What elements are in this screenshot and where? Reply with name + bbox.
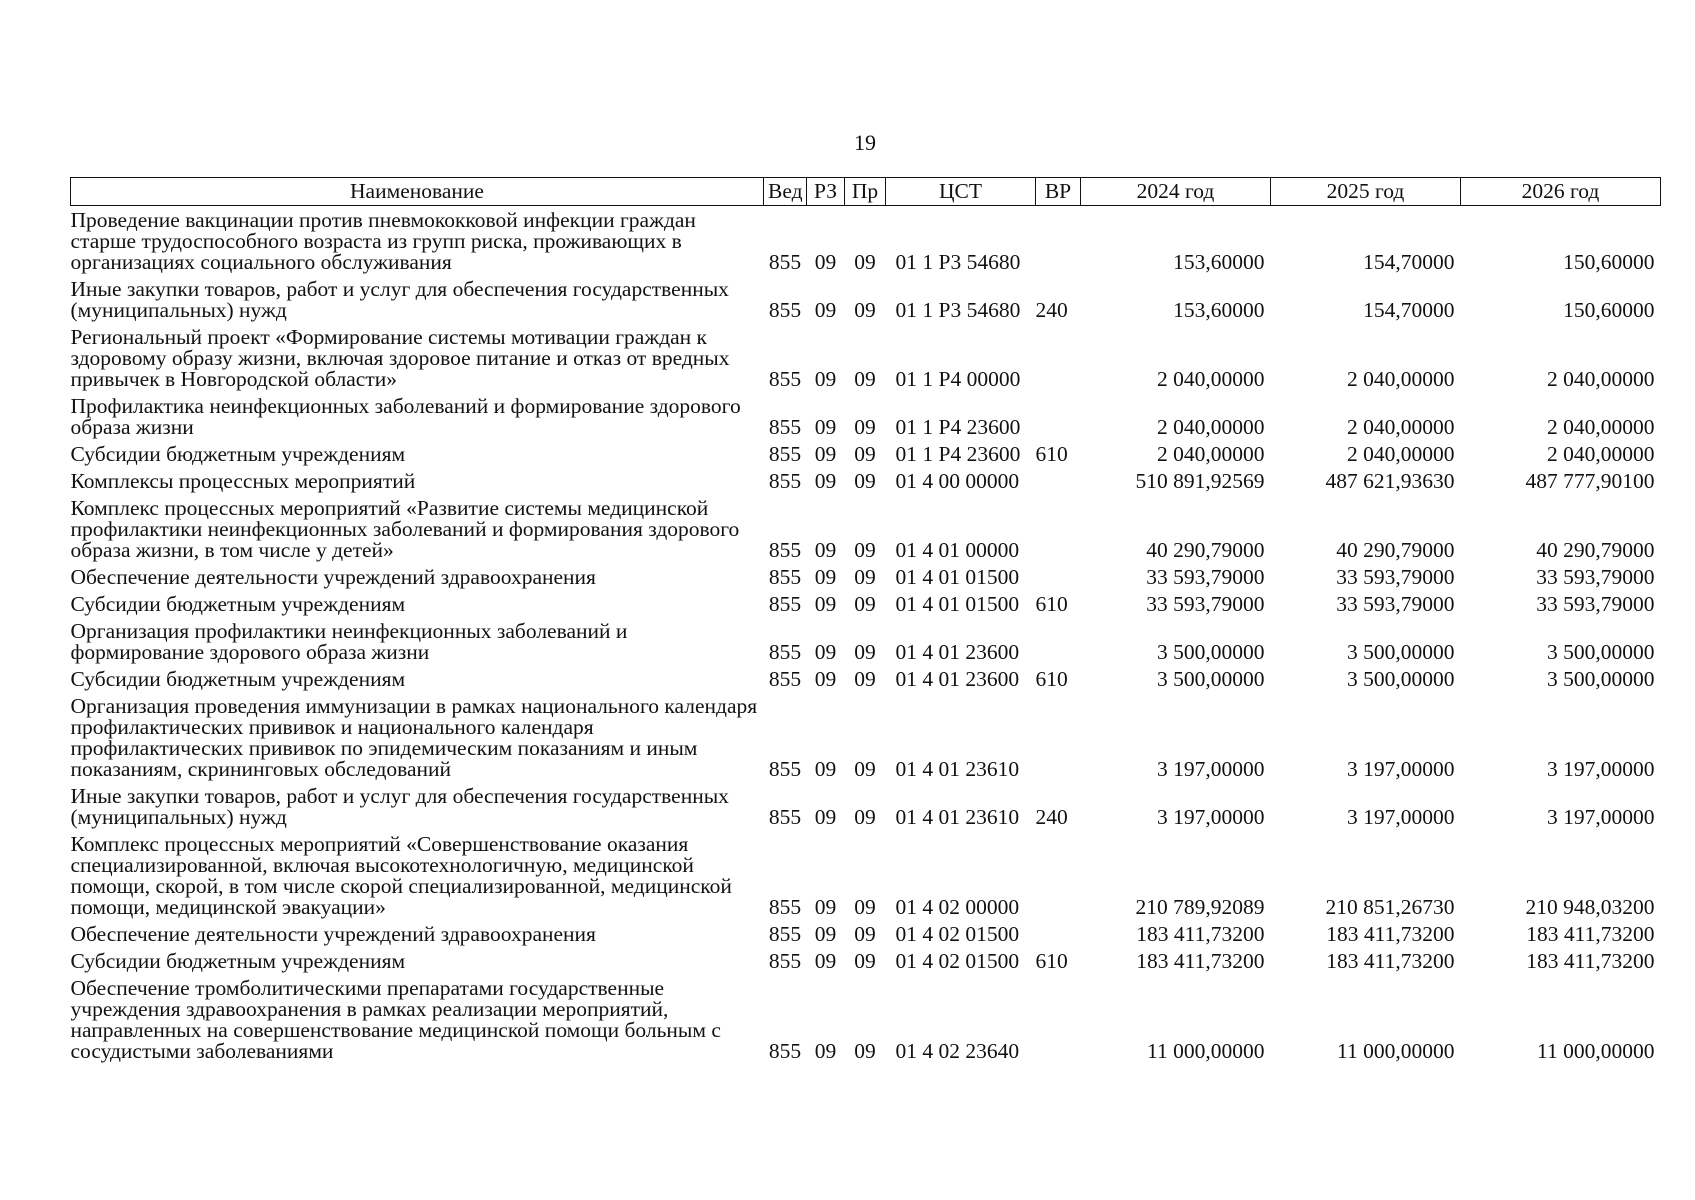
cell-2024: 183 411,73200 — [1136, 949, 1265, 973]
cell-2024: 3 197,00000 — [1157, 805, 1265, 829]
cell-cst: 01 1 Р3 54680 — [895, 298, 1021, 322]
cell-name: Профилактика неинфекционных заболеваний и формирование здорового образа жизни — [70, 394, 741, 439]
cell-rz: 09 — [814, 1039, 837, 1063]
table-row — [71, 325, 1661, 394]
cell-rz: 09 — [814, 565, 837, 589]
cell-vr — [1036, 325, 1081, 394]
cell-ved: 855 — [768, 805, 802, 829]
cell-2026: 183 411,73200 — [1526, 922, 1655, 946]
cell-cst: 01 4 01 01500 — [895, 565, 1020, 589]
cell-name: Обеспечение деятельности учреждений здравоохранения — [70, 922, 596, 946]
cell-2026: 2 040,00000 — [1547, 415, 1655, 439]
cell-pr: 09 — [854, 895, 876, 919]
cell-name: Обеспечение тромболитическими препаратами государственные учреждения здравоохранения в рамках реализации мероприятий, направленных на совершенствование медицинской помощи больным с сосудистыми заболеваниями — [70, 976, 721, 1063]
cell-ved: 855 — [768, 415, 802, 439]
cell-name: Субсидии бюджетным учреждениям — [70, 592, 406, 616]
table-row — [71, 394, 1661, 442]
table-row — [71, 949, 1661, 976]
cell-vr: 610 — [1035, 592, 1068, 616]
table-row — [71, 976, 1661, 1066]
cell-vr — [1036, 976, 1081, 1066]
cell-pr: 09 — [854, 592, 876, 616]
cell-ved: 855 — [768, 565, 802, 589]
cell-vr — [1036, 565, 1081, 592]
cell-rz: 09 — [814, 949, 837, 973]
header-2024: 2024 год — [1081, 178, 1271, 206]
cell-vr: 240 — [1035, 298, 1068, 322]
cell-pr: 09 — [854, 565, 876, 589]
cell-vr: 240 — [1035, 805, 1068, 829]
cell-2025: 3 197,00000 — [1347, 757, 1455, 781]
table-row — [71, 694, 1661, 784]
cell-2024: 2 040,00000 — [1157, 367, 1265, 391]
cell-vr — [1036, 206, 1081, 278]
cell-pr: 09 — [854, 442, 876, 466]
cell-pr: 09 — [854, 367, 876, 391]
cell-vr: 610 — [1035, 442, 1068, 466]
cell-2025: 3 197,00000 — [1347, 805, 1455, 829]
cell-2025: 33 593,79000 — [1336, 565, 1455, 589]
cell-2026: 487 777,90100 — [1525, 469, 1655, 493]
cell-ved: 855 — [768, 895, 802, 919]
cell-2025: 40 290,79000 — [1336, 538, 1455, 562]
cell-2026: 3 197,00000 — [1547, 805, 1655, 829]
cell-name: Комплекс процессных мероприятий «Развитие системы медицинской профилактики неинфекционных заболеваний и формирования здорового образа жизни, в том числе у детей» — [70, 496, 740, 562]
cell-ved: 855 — [768, 298, 802, 322]
cell-2025: 3 500,00000 — [1347, 667, 1455, 691]
header-cst: ЦСТ — [886, 178, 1036, 206]
cell-2025: 154,70000 — [1363, 298, 1455, 322]
cell-2026: 210 948,03200 — [1525, 895, 1655, 919]
cell-2024: 33 593,79000 — [1146, 565, 1265, 589]
cell-2024: 153,60000 — [1173, 298, 1265, 322]
cell-2026: 150,60000 — [1563, 298, 1655, 322]
cell-vr — [1036, 832, 1081, 922]
cell-cst: 01 4 02 01500 — [895, 949, 1020, 973]
cell-2026: 11 000,00000 — [1537, 1039, 1655, 1063]
table-row — [71, 784, 1661, 832]
table-header — [71, 178, 1661, 206]
cell-name: Субсидии бюджетным учреждениям — [70, 667, 406, 691]
table-row — [71, 469, 1661, 496]
cell-name: Региональный проект «Формирование системы мотивации граждан к здоровому образу жизни, включая здоровое питание и отказ от вредных привычек в Новгородской области» — [70, 325, 730, 391]
table-row — [71, 667, 1661, 694]
cell-ved: 855 — [768, 442, 802, 466]
cell-rz: 09 — [814, 757, 837, 781]
cell-rz: 09 — [814, 367, 837, 391]
cell-2025: 3 500,00000 — [1347, 640, 1455, 664]
cell-name: Субсидии бюджетным учреждениям — [70, 442, 406, 466]
table-row — [71, 832, 1661, 922]
cell-cst: 01 4 02 23640 — [895, 1039, 1020, 1063]
cell-name: Комплекс процессных мероприятий «Совершенствование оказания специализированной, включая высокотехнологичную, медицинской помощи, скорой, в том числе скорой специализированной, медицинской помощи, медицинской эвакуации» — [70, 832, 732, 919]
cell-cst: 01 4 02 00000 — [895, 895, 1020, 919]
cell-name: Организация проведения иммунизации в рамках национального календаря профилактических прививок и национального календаря профилактических прививок по эпидемическим показаниям и иным показаниям, скрининговых обследований — [70, 694, 758, 781]
cell-cst: 01 4 01 00000 — [895, 538, 1020, 562]
header-2026: 2026 год — [1461, 178, 1661, 206]
cell-pr: 09 — [854, 805, 876, 829]
cell-2025: 2 040,00000 — [1347, 442, 1455, 466]
cell-ved: 855 — [768, 250, 802, 274]
cell-rz: 09 — [814, 667, 837, 691]
cell-2024: 183 411,73200 — [1136, 922, 1265, 946]
cell-rz: 09 — [814, 415, 837, 439]
cell-rz: 09 — [814, 298, 837, 322]
cell-ved: 855 — [768, 640, 802, 664]
cell-ved: 855 — [768, 1039, 802, 1063]
cell-cst: 01 4 01 01500 — [895, 592, 1020, 616]
cell-name: Иные закупки товаров, работ и услуг для обеспечения государственных (муниципальных) нужд — [70, 277, 729, 322]
header-pr: Пр — [845, 178, 886, 206]
table-row — [71, 922, 1661, 949]
cell-cst: 01 1 Р4 00000 — [895, 367, 1021, 391]
cell-vr — [1036, 496, 1081, 565]
header-name: Наименование — [71, 178, 764, 206]
cell-pr: 09 — [854, 640, 876, 664]
table-row — [71, 277, 1661, 325]
cell-rz: 09 — [814, 640, 837, 664]
cell-pr: 09 — [854, 298, 876, 322]
cell-2026: 3 197,00000 — [1547, 757, 1655, 781]
table-row — [71, 496, 1661, 565]
budget-table — [70, 177, 1661, 1066]
cell-rz: 09 — [814, 922, 837, 946]
cell-2024: 510 891,92569 — [1135, 469, 1265, 493]
cell-rz: 09 — [814, 250, 837, 274]
cell-2026: 3 500,00000 — [1547, 640, 1655, 664]
cell-pr: 09 — [854, 469, 876, 493]
table-body — [71, 206, 1661, 1067]
cell-2024: 210 789,92089 — [1135, 895, 1265, 919]
cell-2025: 210 851,26730 — [1325, 895, 1455, 919]
cell-2025: 2 040,00000 — [1347, 415, 1455, 439]
cell-2026: 150,60000 — [1563, 250, 1655, 274]
cell-name: Комплексы процессных мероприятий — [70, 469, 416, 493]
header-row — [71, 178, 1661, 206]
cell-vr — [1036, 694, 1081, 784]
cell-2026: 2 040,00000 — [1547, 442, 1655, 466]
cell-pr: 09 — [854, 415, 876, 439]
cell-name: Проведение вакцинации против пневмококковой инфекции граждан старше трудоспособного возраста из групп риска, проживающих в организациях социального обслуживания — [70, 208, 696, 274]
cell-2026: 33 593,79000 — [1536, 592, 1655, 616]
cell-2024: 3 500,00000 — [1157, 640, 1265, 664]
cell-2026: 2 040,00000 — [1547, 367, 1655, 391]
header-ved: Вед — [764, 178, 807, 206]
cell-2025: 487 621,93630 — [1325, 469, 1455, 493]
cell-pr: 09 — [854, 922, 876, 946]
cell-rz: 09 — [814, 895, 837, 919]
cell-vr: 610 — [1035, 667, 1068, 691]
cell-2025: 11 000,00000 — [1337, 1039, 1455, 1063]
cell-pr: 09 — [854, 538, 876, 562]
cell-2025: 154,70000 — [1363, 250, 1455, 274]
header-rz: РЗ — [807, 178, 845, 206]
cell-ved: 855 — [768, 949, 802, 973]
cell-2024: 153,60000 — [1173, 250, 1265, 274]
cell-2026: 3 500,00000 — [1547, 667, 1655, 691]
cell-2025: 183 411,73200 — [1326, 949, 1455, 973]
header-2025: 2025 год — [1271, 178, 1461, 206]
cell-pr: 09 — [854, 757, 876, 781]
cell-2025: 183 411,73200 — [1326, 922, 1455, 946]
cell-rz: 09 — [814, 592, 837, 616]
table-row — [71, 592, 1661, 619]
cell-cst: 01 4 01 23600 — [895, 640, 1020, 664]
cell-ved: 855 — [768, 469, 802, 493]
cell-vr — [1036, 469, 1081, 496]
table-row — [71, 206, 1661, 278]
cell-2024: 33 593,79000 — [1146, 592, 1265, 616]
cell-2025: 2 040,00000 — [1347, 367, 1455, 391]
cell-name: Обеспечение деятельности учреждений здравоохранения — [70, 565, 596, 589]
cell-rz: 09 — [814, 538, 837, 562]
table-row — [71, 565, 1661, 592]
cell-vr — [1036, 922, 1081, 949]
cell-cst: 01 1 Р3 54680 — [895, 250, 1021, 274]
cell-vr: 610 — [1035, 949, 1068, 973]
cell-cst: 01 4 01 23610 — [895, 757, 1020, 781]
cell-2024: 2 040,00000 — [1157, 415, 1265, 439]
cell-cst: 01 1 Р4 23600 — [895, 442, 1021, 466]
cell-2026: 40 290,79000 — [1536, 538, 1655, 562]
cell-ved: 855 — [768, 667, 802, 691]
cell-2024: 2 040,00000 — [1157, 442, 1265, 466]
cell-2024: 3 500,00000 — [1157, 667, 1265, 691]
cell-ved: 855 — [768, 757, 802, 781]
cell-ved: 855 — [768, 922, 802, 946]
cell-cst: 01 4 01 23610 — [895, 805, 1020, 829]
cell-2024: 3 197,00000 — [1157, 757, 1265, 781]
page-number: 19 — [854, 130, 876, 155]
cell-vr — [1036, 394, 1081, 442]
cell-cst: 01 1 Р4 23600 — [895, 415, 1021, 439]
cell-pr: 09 — [854, 1039, 876, 1063]
cell-vr — [1036, 619, 1081, 667]
table-row — [71, 442, 1661, 469]
cell-cst: 01 4 00 00000 — [895, 469, 1020, 493]
cell-2024: 40 290,79000 — [1146, 538, 1265, 562]
cell-2025: 33 593,79000 — [1336, 592, 1455, 616]
cell-name: Субсидии бюджетным учреждениям — [70, 949, 406, 973]
cell-2026: 33 593,79000 — [1536, 565, 1655, 589]
cell-2026: 183 411,73200 — [1526, 949, 1655, 973]
cell-rz: 09 — [814, 469, 837, 493]
cell-rz: 09 — [814, 442, 837, 466]
cell-2024: 11 000,00000 — [1147, 1039, 1265, 1063]
cell-ved: 855 — [768, 538, 802, 562]
cell-cst: 01 4 02 01500 — [895, 922, 1020, 946]
cell-pr: 09 — [854, 667, 876, 691]
table-row — [71, 619, 1661, 667]
cell-pr: 09 — [854, 250, 876, 274]
cell-rz: 09 — [814, 805, 837, 829]
cell-name: Иные закупки товаров, работ и услуг для обеспечения государственных (муниципальных) нужд — [70, 784, 729, 829]
cell-name: Организация профилактики неинфекционных заболеваний и формирование здорового образа жизни — [70, 619, 628, 664]
cell-ved: 855 — [768, 367, 802, 391]
header-vr: ВР — [1036, 178, 1081, 206]
cell-ved: 855 — [768, 592, 802, 616]
cell-pr: 09 — [854, 949, 876, 973]
cell-cst: 01 4 01 23600 — [895, 667, 1020, 691]
